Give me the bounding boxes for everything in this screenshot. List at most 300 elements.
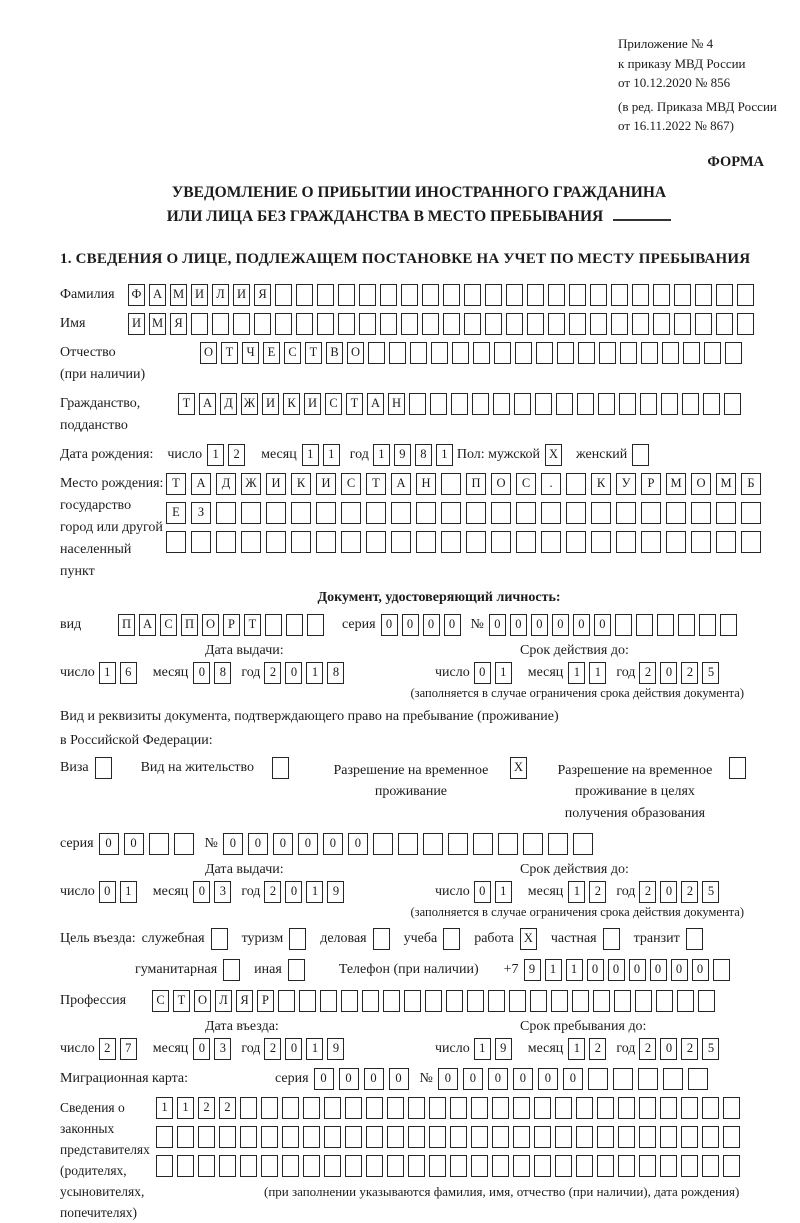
profession-cell[interactable] (446, 990, 463, 1012)
birth-place-cell[interactable] (666, 531, 686, 553)
birth-place-cell[interactable] (366, 502, 386, 524)
phone-digit-cell[interactable]: 1 (545, 959, 562, 981)
phone-digit-cell[interactable]: 0 (692, 959, 709, 981)
birth-place-cell[interactable] (666, 502, 686, 524)
residence-issue-year-cell[interactable]: 0 (285, 881, 302, 903)
birth-place-cell[interactable] (591, 502, 611, 524)
birth-place-cell[interactable]: Т (366, 473, 386, 495)
patronymic-cell[interactable]: Е (263, 342, 280, 364)
representative-cell[interactable] (303, 1155, 320, 1177)
birth-place-cell[interactable] (616, 531, 636, 553)
profession-cell[interactable] (341, 990, 358, 1012)
birth-year-cell[interactable]: 1 (373, 444, 390, 466)
migration-series-cell[interactable]: 0 (314, 1068, 334, 1090)
issue-year-cell[interactable]: 2 (264, 662, 281, 684)
profession-cell[interactable] (635, 990, 652, 1012)
patronymic-cell[interactable] (473, 342, 490, 364)
profession-cell[interactable] (278, 990, 295, 1012)
representative-cell[interactable] (555, 1126, 572, 1148)
residence-expiry-day-cell[interactable]: 0 (474, 881, 491, 903)
representative-cell[interactable] (681, 1126, 698, 1148)
birth-year-cell[interactable]: 9 (394, 444, 411, 466)
birth-place-cell[interactable]: К (591, 473, 611, 495)
representative-cell[interactable] (324, 1126, 341, 1148)
doc-number-cell[interactable]: 0 (573, 614, 590, 636)
doc-number-cell[interactable] (678, 614, 695, 636)
phone-digit-cell[interactable]: 0 (671, 959, 688, 981)
representative-cell[interactable] (450, 1155, 467, 1177)
doc-number-cell[interactable]: 0 (510, 614, 527, 636)
surname-cell[interactable] (359, 284, 376, 306)
doc-series-cell[interactable]: 0 (381, 614, 398, 636)
issue-year-cell[interactable]: 8 (327, 662, 344, 684)
representative-cell[interactable] (618, 1126, 635, 1148)
name-cell[interactable] (653, 313, 670, 335)
birth-day-cell[interactable]: 1 (207, 444, 224, 466)
profession-cell[interactable] (593, 990, 610, 1012)
migration-series-cell[interactable]: 0 (339, 1068, 359, 1090)
representative-cell[interactable] (156, 1155, 173, 1177)
representative-cell[interactable] (345, 1155, 362, 1177)
residence-number-cell[interactable]: 0 (298, 833, 318, 855)
profession-cell[interactable] (299, 990, 316, 1012)
migration-number-cell[interactable]: 0 (513, 1068, 533, 1090)
doc-type-cell[interactable]: Т (244, 614, 261, 636)
birth-place-cell[interactable] (691, 502, 711, 524)
profession-cell[interactable] (656, 990, 673, 1012)
doc-type-cell[interactable]: П (118, 614, 135, 636)
representative-cell[interactable] (387, 1097, 404, 1119)
phone-digit-cell[interactable]: 9 (524, 959, 541, 981)
phone-digit-cell[interactable]: 0 (608, 959, 625, 981)
name-cell[interactable] (422, 313, 439, 335)
surname-cell[interactable]: Ф (128, 284, 145, 306)
citizenship-cell[interactable] (619, 393, 636, 415)
name-cell[interactable] (569, 313, 586, 335)
birth-place-cell[interactable] (366, 531, 386, 553)
residence-number-cell[interactable]: 0 (323, 833, 343, 855)
purpose-checkbox-cell[interactable]: X (520, 928, 537, 950)
representative-cell[interactable] (513, 1097, 530, 1119)
name-cell[interactable] (317, 313, 334, 335)
representative-cell[interactable] (198, 1126, 215, 1148)
birth-place-cell[interactable] (491, 502, 511, 524)
representative-cell[interactable] (702, 1126, 719, 1148)
citizenship-cell[interactable] (640, 393, 657, 415)
citizenship-cell[interactable]: Н (388, 393, 405, 415)
representative-cell[interactable] (366, 1126, 383, 1148)
issue-day-cell[interactable]: 6 (120, 662, 137, 684)
surname-cell[interactable] (695, 284, 712, 306)
residence-number-cell[interactable]: 0 (248, 833, 268, 855)
representative-cell[interactable] (156, 1126, 173, 1148)
representative-cell[interactable] (471, 1126, 488, 1148)
phone-digit-cell[interactable] (713, 959, 730, 981)
birth-year-cell[interactable]: 8 (415, 444, 432, 466)
migration-number-cell[interactable] (638, 1068, 658, 1090)
representative-cell[interactable]: 1 (156, 1097, 173, 1119)
birth-place-cell[interactable]: К (291, 473, 311, 495)
patronymic-cell[interactable] (683, 342, 700, 364)
representative-cell[interactable] (681, 1097, 698, 1119)
birth-place-cell[interactable]: А (191, 473, 211, 495)
gender-male-checkbox-cell[interactable]: X (545, 444, 562, 466)
representative-cell[interactable] (240, 1126, 257, 1148)
birth-place-cell[interactable] (466, 502, 486, 524)
representative-cell[interactable] (702, 1155, 719, 1177)
representative-cell[interactable] (702, 1097, 719, 1119)
birth-place-cell[interactable]: М (666, 473, 686, 495)
expiry-year-cell[interactable]: 5 (702, 662, 719, 684)
name-cell[interactable]: Я (170, 313, 187, 335)
residence-expiry-year-cell[interactable]: 2 (639, 881, 656, 903)
phone-digit-cell[interactable]: 0 (650, 959, 667, 981)
name-cell[interactable] (464, 313, 481, 335)
name-cell[interactable] (716, 313, 733, 335)
issue-month-cell[interactable]: 8 (214, 662, 231, 684)
representative-cell[interactable] (597, 1126, 614, 1148)
residence-series-cell[interactable] (149, 833, 169, 855)
residence-permit-checkbox-cell[interactable] (272, 757, 289, 779)
expiry-year-cell[interactable]: 2 (639, 662, 656, 684)
representative-cell[interactable]: 2 (219, 1097, 236, 1119)
citizenship-cell[interactable]: И (304, 393, 321, 415)
stay-day-cell[interactable]: 1 (474, 1038, 491, 1060)
name-cell[interactable] (506, 313, 523, 335)
birth-place-cell[interactable] (441, 502, 461, 524)
name-cell[interactable] (401, 313, 418, 335)
phone-digit-cell[interactable]: 1 (566, 959, 583, 981)
birth-place-cell[interactable] (391, 502, 411, 524)
name-cell[interactable] (590, 313, 607, 335)
birth-place-cell[interactable] (741, 502, 761, 524)
name-cell[interactable] (275, 313, 292, 335)
birth-day-cell[interactable]: 2 (228, 444, 245, 466)
representative-cell[interactable] (177, 1155, 194, 1177)
birth-place-cell[interactable] (716, 502, 736, 524)
surname-cell[interactable] (296, 284, 313, 306)
residence-number-cell[interactable] (398, 833, 418, 855)
birth-place-cell[interactable]: С (341, 473, 361, 495)
residence-expiry-year-cell[interactable]: 2 (681, 881, 698, 903)
surname-cell[interactable] (275, 284, 292, 306)
patronymic-cell[interactable] (599, 342, 616, 364)
representative-cell[interactable]: 1 (177, 1097, 194, 1119)
citizenship-cell[interactable] (556, 393, 573, 415)
birth-month-cell[interactable]: 1 (323, 444, 340, 466)
representative-cell[interactable] (723, 1155, 740, 1177)
birth-place-cell[interactable]: Р (641, 473, 661, 495)
name-cell[interactable] (443, 313, 460, 335)
citizenship-cell[interactable] (598, 393, 615, 415)
surname-cell[interactable] (674, 284, 691, 306)
representative-cell[interactable] (723, 1097, 740, 1119)
patronymic-cell[interactable] (557, 342, 574, 364)
birth-place-cell[interactable]: А (391, 473, 411, 495)
birth-place-cell[interactable]: С (516, 473, 536, 495)
birth-place-cell[interactable] (691, 531, 711, 553)
citizenship-cell[interactable] (430, 393, 447, 415)
citizenship-cell[interactable]: А (199, 393, 216, 415)
residence-issue-month-cell[interactable]: 3 (214, 881, 231, 903)
residence-number-cell[interactable] (373, 833, 393, 855)
citizenship-cell[interactable] (724, 393, 741, 415)
name-cell[interactable]: М (149, 313, 166, 335)
citizenship-cell[interactable]: Т (346, 393, 363, 415)
phone-digit-cell[interactable]: 0 (629, 959, 646, 981)
name-cell[interactable] (611, 313, 628, 335)
birth-place-cell[interactable] (516, 531, 536, 553)
representative-cell[interactable] (471, 1097, 488, 1119)
citizenship-cell[interactable]: А (367, 393, 384, 415)
surname-cell[interactable]: Я (254, 284, 271, 306)
surname-cell[interactable] (380, 284, 397, 306)
patronymic-cell[interactable] (515, 342, 532, 364)
name-cell[interactable] (233, 313, 250, 335)
residence-number-cell[interactable] (473, 833, 493, 855)
representative-cell[interactable] (429, 1126, 446, 1148)
surname-cell[interactable] (338, 284, 355, 306)
citizenship-cell[interactable] (409, 393, 426, 415)
name-cell[interactable] (296, 313, 313, 335)
purpose-checkbox-cell[interactable] (443, 928, 460, 950)
birth-place-cell[interactable]: Н (416, 473, 436, 495)
entry-year-cell[interactable]: 2 (264, 1038, 281, 1060)
stay-month-cell[interactable]: 1 (568, 1038, 585, 1060)
migration-number-cell[interactable]: 0 (563, 1068, 583, 1090)
name-cell[interactable] (359, 313, 376, 335)
residence-expiry-day-cell[interactable]: 1 (495, 881, 512, 903)
birth-place-cell[interactable] (566, 531, 586, 553)
representative-cell[interactable] (324, 1097, 341, 1119)
residence-number-cell[interactable] (573, 833, 593, 855)
residence-issue-year-cell[interactable]: 1 (306, 881, 323, 903)
residence-expiry-month-cell[interactable]: 2 (589, 881, 606, 903)
representative-cell[interactable] (660, 1097, 677, 1119)
representative-cell[interactable] (681, 1155, 698, 1177)
citizenship-cell[interactable] (661, 393, 678, 415)
residence-expiry-year-cell[interactable]: 0 (660, 881, 677, 903)
name-cell[interactable]: И (128, 313, 145, 335)
birth-place-cell[interactable] (241, 502, 261, 524)
purpose-checkbox-cell[interactable] (686, 928, 703, 950)
residence-number-cell[interactable] (498, 833, 518, 855)
representative-cell[interactable] (261, 1126, 278, 1148)
profession-cell[interactable] (698, 990, 715, 1012)
birth-place-cell[interactable] (641, 531, 661, 553)
surname-cell[interactable] (569, 284, 586, 306)
birth-place-cell[interactable] (341, 502, 361, 524)
representative-cell[interactable] (576, 1126, 593, 1148)
profession-cell[interactable] (530, 990, 547, 1012)
representative-cell[interactable] (324, 1155, 341, 1177)
migration-series-cell[interactable]: 0 (389, 1068, 409, 1090)
representative-cell[interactable] (219, 1126, 236, 1148)
representative-cell[interactable] (408, 1097, 425, 1119)
citizenship-cell[interactable] (472, 393, 489, 415)
representative-cell[interactable] (618, 1155, 635, 1177)
patronymic-cell[interactable] (704, 342, 721, 364)
representative-cell[interactable] (723, 1126, 740, 1148)
residence-expiry-year-cell[interactable]: 5 (702, 881, 719, 903)
surname-cell[interactable] (485, 284, 502, 306)
name-cell[interactable] (632, 313, 649, 335)
birth-place-cell[interactable] (291, 531, 311, 553)
birth-year-cell[interactable]: 1 (436, 444, 453, 466)
birth-place-cell[interactable]: Д (216, 473, 236, 495)
purpose-checkbox-cell[interactable] (288, 959, 305, 981)
birth-place-cell[interactable] (191, 531, 211, 553)
residence-series-cell[interactable]: 0 (124, 833, 144, 855)
temp-residence-education-checkbox-cell[interactable] (729, 757, 746, 779)
name-cell[interactable] (338, 313, 355, 335)
birth-month-cell[interactable]: 1 (302, 444, 319, 466)
birth-place-cell[interactable] (266, 502, 286, 524)
representative-cell[interactable] (345, 1097, 362, 1119)
birth-place-cell[interactable] (241, 531, 261, 553)
citizenship-cell[interactable] (535, 393, 552, 415)
residence-issue-month-cell[interactable]: 0 (193, 881, 210, 903)
entry-month-cell[interactable]: 3 (214, 1038, 231, 1060)
residence-number-cell[interactable] (448, 833, 468, 855)
birth-place-cell[interactable] (466, 531, 486, 553)
birth-place-cell[interactable]: О (691, 473, 711, 495)
citizenship-cell[interactable]: Т (178, 393, 195, 415)
migration-number-cell[interactable]: 0 (463, 1068, 483, 1090)
birth-place-cell[interactable] (416, 531, 436, 553)
stay-year-cell[interactable]: 5 (702, 1038, 719, 1060)
residence-expiry-month-cell[interactable]: 1 (568, 881, 585, 903)
citizenship-cell[interactable] (514, 393, 531, 415)
representative-cell[interactable] (639, 1097, 656, 1119)
representative-cell[interactable] (198, 1155, 215, 1177)
representative-cell[interactable] (450, 1097, 467, 1119)
patronymic-cell[interactable]: Т (305, 342, 322, 364)
representative-cell[interactable] (240, 1097, 257, 1119)
profession-cell[interactable] (425, 990, 442, 1012)
doc-series-cell[interactable]: 0 (444, 614, 461, 636)
patronymic-cell[interactable] (536, 342, 553, 364)
representative-cell[interactable] (597, 1097, 614, 1119)
residence-series-cell[interactable] (174, 833, 194, 855)
doc-type-cell[interactable]: О (202, 614, 219, 636)
citizenship-cell[interactable]: Д (220, 393, 237, 415)
entry-day-cell[interactable]: 2 (99, 1038, 116, 1060)
name-cell[interactable] (695, 313, 712, 335)
profession-cell[interactable] (320, 990, 337, 1012)
birth-place-cell[interactable]: Ж (241, 473, 261, 495)
doc-number-cell[interactable] (699, 614, 716, 636)
representative-cell[interactable] (492, 1097, 509, 1119)
representative-cell[interactable] (366, 1155, 383, 1177)
patronymic-cell[interactable] (494, 342, 511, 364)
representative-cell[interactable] (282, 1155, 299, 1177)
doc-type-cell[interactable]: Р (223, 614, 240, 636)
citizenship-cell[interactable] (451, 393, 468, 415)
surname-cell[interactable]: И (191, 284, 208, 306)
representative-cell[interactable] (261, 1097, 278, 1119)
gender-female-checkbox-cell[interactable] (632, 444, 649, 466)
purpose-checkbox-cell[interactable] (603, 928, 620, 950)
surname-cell[interactable] (527, 284, 544, 306)
representative-cell[interactable] (366, 1097, 383, 1119)
surname-cell[interactable]: М (170, 284, 187, 306)
representative-cell[interactable] (576, 1155, 593, 1177)
representative-cell[interactable] (660, 1155, 677, 1177)
profession-cell[interactable] (551, 990, 568, 1012)
patronymic-cell[interactable]: Ч (242, 342, 259, 364)
purpose-checkbox-cell[interactable] (373, 928, 390, 950)
citizenship-cell[interactable] (493, 393, 510, 415)
entry-month-cell[interactable]: 0 (193, 1038, 210, 1060)
profession-cell[interactable] (362, 990, 379, 1012)
name-cell[interactable] (380, 313, 397, 335)
representative-cell[interactable] (219, 1155, 236, 1177)
issue-day-cell[interactable]: 1 (99, 662, 116, 684)
birth-place-cell[interactable] (541, 502, 561, 524)
entry-year-cell[interactable]: 9 (327, 1038, 344, 1060)
patronymic-cell[interactable] (431, 342, 448, 364)
residence-issue-day-cell[interactable]: 1 (120, 881, 137, 903)
migration-number-cell[interactable] (663, 1068, 683, 1090)
patronymic-cell[interactable] (641, 342, 658, 364)
stay-year-cell[interactable]: 2 (681, 1038, 698, 1060)
representative-cell[interactable] (555, 1155, 572, 1177)
residence-number-cell[interactable] (423, 833, 443, 855)
representative-cell[interactable] (660, 1126, 677, 1148)
birth-place-cell[interactable] (491, 531, 511, 553)
stay-day-cell[interactable]: 9 (495, 1038, 512, 1060)
doc-number-cell[interactable]: 0 (594, 614, 611, 636)
surname-cell[interactable] (590, 284, 607, 306)
birth-place-cell[interactable] (416, 502, 436, 524)
representative-cell[interactable] (534, 1097, 551, 1119)
citizenship-cell[interactable] (682, 393, 699, 415)
profession-cell[interactable]: С (152, 990, 169, 1012)
surname-cell[interactable] (653, 284, 670, 306)
representative-cell[interactable] (177, 1126, 194, 1148)
migration-number-cell[interactable] (688, 1068, 708, 1090)
visa-checkbox-cell[interactable] (95, 757, 112, 779)
birth-place-cell[interactable]: И (316, 473, 336, 495)
representative-cell[interactable] (513, 1126, 530, 1148)
temp-residence-checkbox-cell[interactable]: X (510, 757, 527, 779)
doc-number-cell[interactable] (657, 614, 674, 636)
profession-cell[interactable]: Р (257, 990, 274, 1012)
issue-year-cell[interactable]: 0 (285, 662, 302, 684)
representative-cell[interactable] (282, 1097, 299, 1119)
stay-year-cell[interactable]: 0 (660, 1038, 677, 1060)
profession-cell[interactable]: Т (173, 990, 190, 1012)
profession-cell[interactable] (383, 990, 400, 1012)
representative-cell[interactable] (261, 1155, 278, 1177)
name-cell[interactable] (191, 313, 208, 335)
purpose-checkbox-cell[interactable] (211, 928, 228, 950)
purpose-checkbox-cell[interactable] (223, 959, 240, 981)
representative-cell[interactable]: 2 (198, 1097, 215, 1119)
birth-place-cell[interactable]: М (716, 473, 736, 495)
surname-cell[interactable] (401, 284, 418, 306)
birth-place-cell[interactable]: И (266, 473, 286, 495)
doc-number-cell[interactable] (720, 614, 737, 636)
profession-cell[interactable] (404, 990, 421, 1012)
residence-number-cell[interactable] (548, 833, 568, 855)
patronymic-cell[interactable]: С (284, 342, 301, 364)
representative-cell[interactable] (450, 1126, 467, 1148)
patronymic-cell[interactable]: В (326, 342, 343, 364)
representative-cell[interactable] (303, 1126, 320, 1148)
birth-place-cell[interactable] (216, 531, 236, 553)
